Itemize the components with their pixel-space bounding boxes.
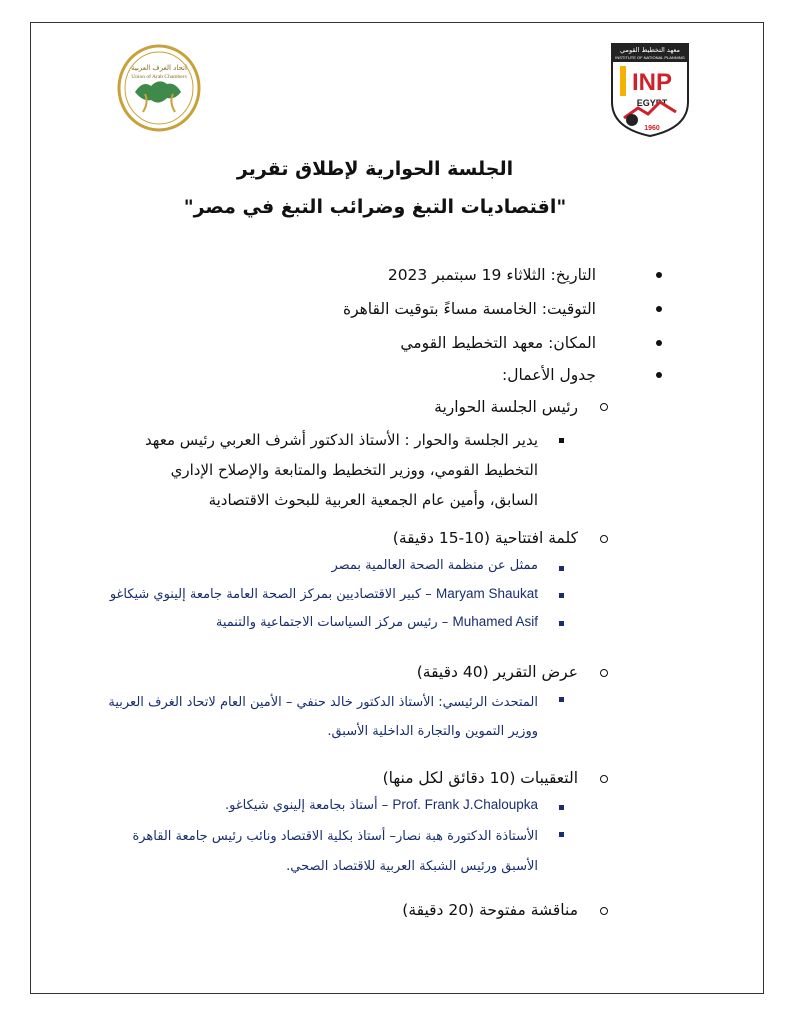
- bullet-square-icon: [559, 621, 564, 626]
- opening-heading: كلمة افتتاحية (10-15 دقيقة): [392, 529, 578, 547]
- bullet-square-icon: [559, 697, 564, 702]
- event-place: المكان: معهد التخطيط القومي: [400, 334, 596, 352]
- discussion-heading: مناقشة مفتوحة (20 دقيقة): [402, 901, 578, 919]
- chair-text: يدير الجلسة والحوار : الأستاذ الدكتور أشرف العربي رئيس معهد التخطيط القومي، ووزير التخطيط والمتابعة والإصلاح الإداري السابق، وأمين عام الجمعية العربية للبحوث الاقتصادية: [144, 431, 538, 509]
- inp-logo-text-ar: معهد التخطيط القومي: [620, 46, 680, 54]
- commenter-2: الأستاذة الدكتورة هبة نصار– أستاذ بكلية الاقتصاد ونائب رئيس جامعة القاهرة الأسبق ورئيس الشبكة العربية للاقتصاد الصحي.: [132, 829, 538, 874]
- bullet-circle-icon: [600, 535, 608, 543]
- bullet-square-icon: [559, 566, 564, 571]
- opening-speaker-3-role: – رئيس مركز السياسات الاجتماعية والتنمية: [215, 615, 449, 630]
- bullet-circle-icon: [600, 403, 608, 411]
- bullet-circle-icon: [600, 907, 608, 915]
- report-title-line-1: الجلسة الحوارية لإطلاق تقرير: [236, 158, 514, 180]
- opening-speaker-2: [110, 585, 538, 604]
- inp-logo-country: EGYPT: [636, 98, 668, 108]
- bullet-dot-icon: [656, 272, 662, 278]
- bullet-square-icon: [559, 805, 564, 810]
- commenter-1-name: Prof. Frank J.Chaloupka: [392, 797, 538, 812]
- bullet-dot-icon: [656, 306, 662, 312]
- event-date: التاريخ: الثلاثاء 19 سبتمبر 2023: [387, 266, 596, 284]
- opening-speaker-2-name: Maryam Shaukat: [435, 586, 538, 601]
- chair-heading: رئيس الجلسة الحوارية: [434, 398, 578, 416]
- agenda-heading: جدول الأعمال:: [502, 366, 596, 384]
- report-title-line-2: "اقتصاديات التبغ وضرائب التبغ في مصر": [183, 196, 567, 218]
- commenter-1-role: – أستاذ بجامعة إلينوي شيكاغو.: [224, 798, 389, 813]
- inp-egypt-logo: [608, 42, 692, 138]
- aac-logo-text-ar: اتحاد الغرف العربية: [131, 64, 187, 72]
- report-heading: عرض التقرير (40 دقيقة): [416, 663, 578, 681]
- bullet-circle-icon: [600, 775, 608, 783]
- opening-speaker-3-name: Muhamed Asif: [452, 614, 538, 629]
- report-speaker: المتحدث الرئيسي: الأستاذ الدكتور خالد حنفي – الأمين العام لاتحاد الغرف العربية ووزير التموين والتجارة الداخلية الأسبق.: [108, 695, 538, 739]
- bullet-circle-icon: [600, 669, 608, 677]
- inp-logo-year: 1960: [644, 125, 660, 132]
- opening-speaker-3: [216, 613, 538, 632]
- event-time: التوقيت: الخامسة مساءً بتوقيت القاهرة: [342, 300, 596, 318]
- bullet-dot-icon: [656, 372, 662, 378]
- aac-logo-text-en: Union of Arab Chambers: [131, 74, 187, 80]
- union-of-arab-chambers-logo: [115, 42, 203, 138]
- opening-speaker-1: ممثل عن منظمة الصحة العالمية بمصر: [331, 558, 538, 573]
- inp-logo-letters: INP: [631, 69, 673, 96]
- opening-speaker-2-role: – كبير الاقتصاديين بمركز الصحة العامة جامعة إلينوي شيكاغو: [109, 587, 432, 602]
- bullet-dot-icon: [656, 340, 662, 346]
- commenter-1: [225, 796, 538, 815]
- bullet-square-icon: [559, 593, 564, 598]
- bullet-square-icon: [559, 832, 564, 837]
- bullet-square-icon: [559, 438, 564, 443]
- comments-heading: التعقيبات (10 دقائق لكل منها): [382, 769, 578, 787]
- inp-logo-text-en: INSTITUTE OF NATIONAL PLANNING: [615, 55, 685, 60]
